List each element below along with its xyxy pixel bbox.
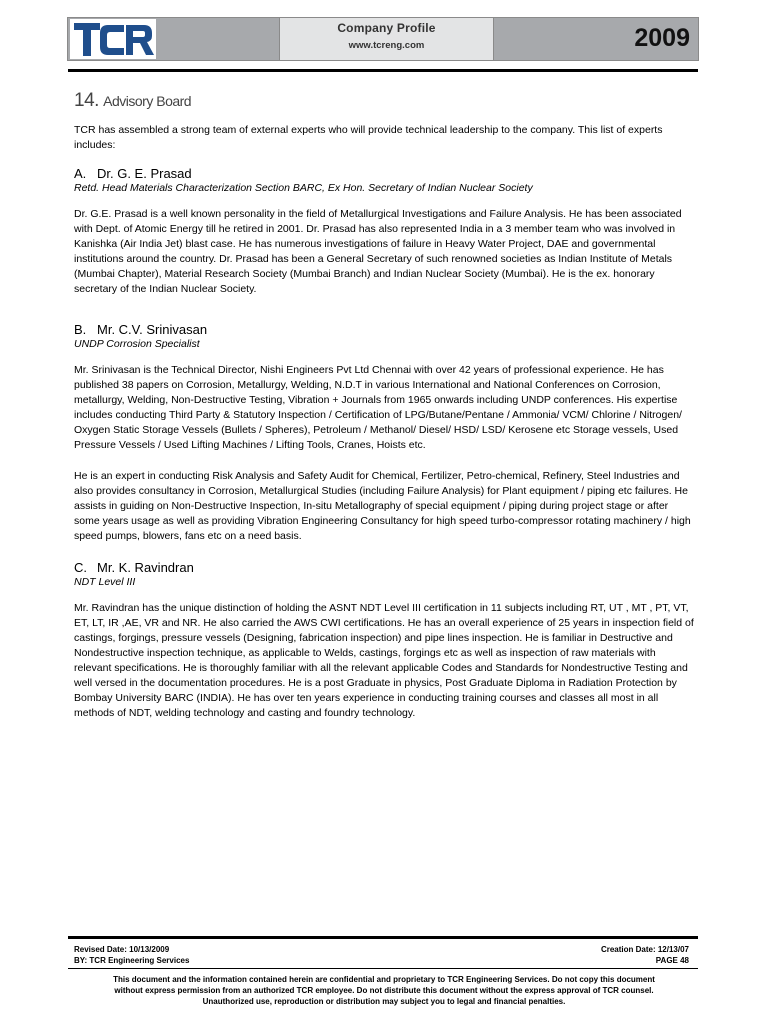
disclaimer-line: This document and the information contained herein are confidential and proprietary to TCR Engineering Services. Do not copy this document	[113, 975, 655, 984]
member-role: UNDP Corrosion Specialist	[74, 338, 200, 350]
member-name-text: Dr. G. E. Prasad	[97, 166, 192, 181]
main-content	[74, 90, 694, 721]
section-number: 14.	[74, 90, 99, 111]
footer-divider	[68, 968, 698, 969]
section-title: Advisory Board	[103, 93, 192, 109]
member-role: Retd. Head Materials Characterization Section BARC, Ex Hon. Secretary of Indian Nuclear Society	[74, 182, 533, 194]
section-heading	[74, 90, 694, 112]
member-bio: Mr. Ravindran has the unique distinction of holding the ASNT NDT Level III certification in 11 subjects including RT, UT , MT , PT, VT, ET, LT, IR ,AE, VR and NR. He also carried the AWS CWI certifications. He has an overall experience of 25 years in inspection field of castings, forgings, pressure vessels (Designing, fabrication inspection) and pipe lines inspection. He is familiar in Destructive and Nondestructive inspection technique, as applicable to Welds, castings, forgings etc as well as inspection of raw materials with relevant specifications. He is thoroughly familiar with all the relevant applicable Codes and Standards for Nondestructive Testing and well versed in the documentation procedures. He is a post Graduate in physics, Post Graduate Diploma in Radiation Protection by Bombay University BARC (INDIA). He has over ten years experience in conducting training courses and classes all most in all methods of NDT, welding technology and casting and foundry technology.	[74, 602, 694, 719]
member-name	[74, 166, 694, 181]
confidentiality-notice	[70, 974, 698, 1007]
revised-date: Revised Date: 10/13/2009	[74, 945, 170, 954]
member-role: NDT Level III	[74, 576, 136, 588]
member-bio: Mr. Srinivasan is the Technical Director, Nishi Engineers Pvt Ltd Chennai with over 42 years of professional experience. He has published 38 papers on Corrosion, Metallurgy, Welding, N.D.T in various International and National Conferences on Corrosion, metallurgy, Welding, Non-Destructive Testing, Vibration + Journals from 1965 onwards including UNDP conferences. His expertise includes conducting Third Party & Statutory Inspection / Certification of LPG/Butane/Pentane / Ammonia/ VCM/ Chlorine / Nitrogen/ Oxygen Static Storage Vessels (Bullets / Spheres), Petroleum / Methanol/ Diesel/ HSD/ LSD/ Kerosene etc Storage vessels, Used Pressure Vessels / Used Lifting Machines / Lifting Tools, Cranes, Hoists etc.	[74, 364, 682, 451]
member-letter: B.	[74, 322, 87, 337]
tcr-logo	[70, 19, 156, 59]
section-intro: TCR has assembled a strong team of external experts who will provide technical leadership to the company. This list of experts includes:	[74, 124, 663, 151]
member-name-text: Mr. C.V. Srinivasan	[97, 322, 208, 337]
header-center-box	[279, 18, 494, 60]
member-name	[74, 322, 694, 337]
disclaimer-line: Unauthorized use, reproduction or distribution may subject you to legal and financial penalties.	[202, 997, 566, 1006]
disclaimer-line: without express permission from an authorized TCR employee. Do not distribute this document without the express approval of TCR counsel.	[114, 986, 654, 995]
header-year: 2009	[634, 24, 690, 52]
author: BY: TCR Engineering Services	[74, 956, 190, 965]
footer-rule	[68, 936, 698, 939]
member-bio: He is an expert in conducting Risk Analysis and Safety Audit for Chemical, Fertilizer, Petro-chemical, Refinery, Steel Industries and also provides consultancy in Corrosion, Metallurgical Studies (including Failure Analysis) for Plant equipment / piping etc failures. He assists in guiding on Non-Destructive Inspection, In-situ Metallography of special equipment / piping during project stage or after some years usage as well as providing Vibration Engineering Consultancy for high speed turbo-compressor rotating machinery / high speed pumps, blowers, fans etc on a need basis.	[74, 470, 691, 542]
page-number: PAGE 48	[655, 956, 689, 965]
member-name	[74, 560, 694, 575]
member-letter: C.	[74, 560, 87, 575]
creation-date: Creation Date: 12/13/07	[600, 945, 689, 954]
header-url: www.tcreng.com	[348, 40, 425, 51]
member-name-text: Mr. K. Ravindran	[97, 560, 194, 575]
page-header	[67, 17, 699, 61]
header-rule	[68, 69, 698, 72]
member-letter: A.	[74, 166, 87, 181]
member-bio: Dr. G.E. Prasad is a well known personality in the field of Metallurgical Investigations and Failure Analysis. He has been associated with Dept. of Atomic Energy till he retired in 2001. Dr. Prasad has also represented India in a 3 member team who was involved in Kanishka (Air India Jet) blast case. He has numerous investigations of failure in Heavy Water Project, DAE and governmental institutions around the country. Dr. Prasad has been a General Secretary of such renowned societies as Indian Institute of Metals (Mumbai Chapter), Material Research Society (Mumbai Branch) and Indian Nuclear Society (Mumbai). He is the ex. honorary secretary of the Indian Nuclear Society.	[74, 208, 682, 295]
header-title: Company Profile	[337, 21, 436, 35]
